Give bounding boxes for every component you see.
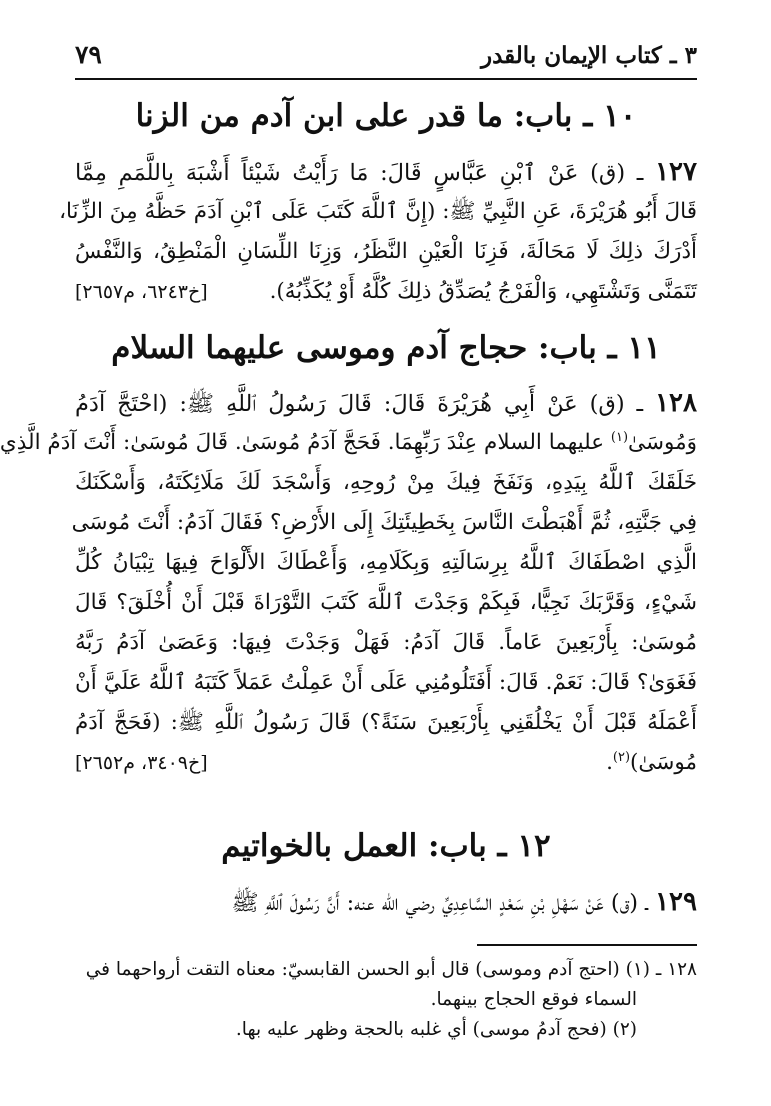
page-number: ٧٩ [75, 40, 102, 69]
section-heading: ١٠ ـ باب: ما قدر على ابن آدم من الزنا [135, 98, 637, 134]
line-text: تَتَمَنَّى وَتَشْتَهِي، وَالْفَرْجُ يُصَدِّقُ ذلِكَ كُلَّهُ أَوْ يُكَذِّبُهُ). [269, 279, 697, 304]
text-line: وَمُوسَىٰ$^{(١)}$ عليهما السلام عِنْدَ رَبِّهِمَا. فَحَجَّ آدَمُ مُوسَىٰ. قَالَ مُوسَىٰ: أَنْتَ آدَمُ الَّذِي [0, 429, 697, 455]
hadith-number: ١٢٨ [655, 388, 697, 418]
source-reference: [خ٦٢٤٣، م٢٦٥٧] [75, 281, 208, 303]
line-text: ـ (ق) عَنْ ٱبْنِ عَبَّاسٍ قَالَ: مَا رَأَيْتُ شَيْئاً أَشْبَهَ بِاللَّمَمِ مِمَّا [75, 160, 644, 186]
text-line: مُوسَىٰ)$^{(٢)}$. [خ٣٤٠٩، م٢٦٥٢] [75, 743, 697, 783]
chapter-title: ٣ ـ كتاب الإيمان بالقدر [480, 42, 697, 69]
footnote-line: ١٢٨ ـ (١) (احتج آدم وموسى) قال أبو الحسن القابسيّ: معناه التقت أرواحهما في [85, 959, 697, 980]
line-text: ـ (ق) عَنْ سَهْلِ بْنِ سَعْدٍ السَّاعِدِيِّ رضي الله عنه: أَنَّ رَسُولَ ٱللَّهِ ﷺ [231, 890, 648, 916]
text-line [75, 882, 697, 922]
text-line: قَالَ أَبُو هُرَيْرَةَ، عَنِ النَّبِيِّ ﷺ: (إِنَّ ٱللَّهَ كَتَبَ عَلَى ٱبْنِ آدَمَ حَظَّهُ مِنَ الزِّنَا، [59, 199, 697, 224]
footnote-marker: (٢) [612, 749, 631, 765]
text-line: شَيْءٍ، وَقَرَّبَكَ نَجِيًّا، فَبِكَمْ وَجَدْتَ ٱللَّهَ كَتَبَ التَّوْرَاةَ قَبْلَ أَنْ أُخْلَقَ؟ قَالَ [75, 590, 697, 615]
hadith-129 [75, 882, 697, 922]
line-text: مُوسَىٰ) [630, 750, 697, 775]
text-line [75, 383, 697, 423]
footnotes [75, 955, 697, 1045]
text-line: فَغَوَىٰ؟ قَالَ: نَعَمْ. قَالَ: أَفَتَلُومُنِي عَلَى أَنْ عَمِلْتُ عَمَلاً كَتَبَهُ ٱللَّهُ عَلَيَّ أَنْ [75, 670, 697, 695]
hadith-number: ١٢٩ [655, 887, 697, 917]
hadith-127 [59, 152, 697, 312]
footnote-divider [477, 944, 697, 946]
text-line: خَلَقَكَ ٱللَّهُ بِيَدِهِ، وَنَفَخَ فِيكَ مِنْ رُوحِهِ، وَأَسْجَدَ لَكَ مَلَائِكَتَهُ، وَأَسْكَنَكَ [75, 470, 697, 495]
text-line: فِي جَنَّتِهِ، ثُمَّ أَهْبَطْتَ النَّاسَ بِخَطِيئَتِكَ إِلَى الأَرْضِ؟ فَقَالَ آدَمُ: أَنْتَ مُوسَى [71, 510, 697, 535]
footnote-line: السماء فوقع الحجاج بينهما. [430, 989, 637, 1010]
source-reference: [خ٣٤٠٩، م٢٦٥٢] [75, 752, 208, 774]
page-header [75, 38, 697, 80]
text-line: أَعْمَلَهُ قَبْلَ أَنْ يَخْلُقَنِي بِأَرْبَعِينَ سَنَةً؟) قَالَ رَسُولُ ٱللَّهِ ﷺ: (فَحَجَّ آدَمُ [75, 710, 697, 735]
footnote-marker: (١) [610, 429, 629, 445]
section-heading: ١١ ـ باب: حجاج آدم وموسى عليهما السلام [111, 330, 661, 366]
hadith-128 [0, 383, 697, 783]
section-heading: ١٢ ـ باب: العمل بالخواتيم [221, 828, 551, 864]
footnote-line: (٢) (فحج آدمُ موسى) أي غلبه بالحجة وظهر عليه بها. [235, 1019, 637, 1040]
text-line [75, 152, 697, 192]
text-line: مُوسَىٰ: بِأَرْبَعِينَ عَاماً. قَالَ آدَمُ: فَهَلْ وَجَدْتَ فِيهَا: وَعَصَىٰ آدَمُ رَبَّهُ [75, 630, 697, 655]
text-line: أَدْرَكَ ذلِكَ لَا مَحَالَةَ، فَزِنَا الْعَيْنِ النَّظَرُ، وَزِنَا اللِّسَانِ الْمَنْطِقُ، وَالنَّفْسُ [75, 239, 697, 264]
text-line [75, 272, 697, 312]
text-line: الَّذِي اصْطَفَاكَ ٱللَّهُ بِرِسَالَتِهِ وَبِكَلَامِهِ، وَأَعْطَاكَ الأَلْوَاحَ فِيهَا تِبْيَانُ كُلِّ [75, 550, 697, 575]
book-page [1, 0, 771, 1106]
hadith-number: ١٢٧ [655, 157, 697, 187]
line-text: ـ (ق) عَنْ أَبِي هُرَيْرَةَ قَالَ: قَالَ رَسُولُ ٱللَّهِ ﷺ: (احْتَجَّ آدَمُ [75, 391, 644, 417]
